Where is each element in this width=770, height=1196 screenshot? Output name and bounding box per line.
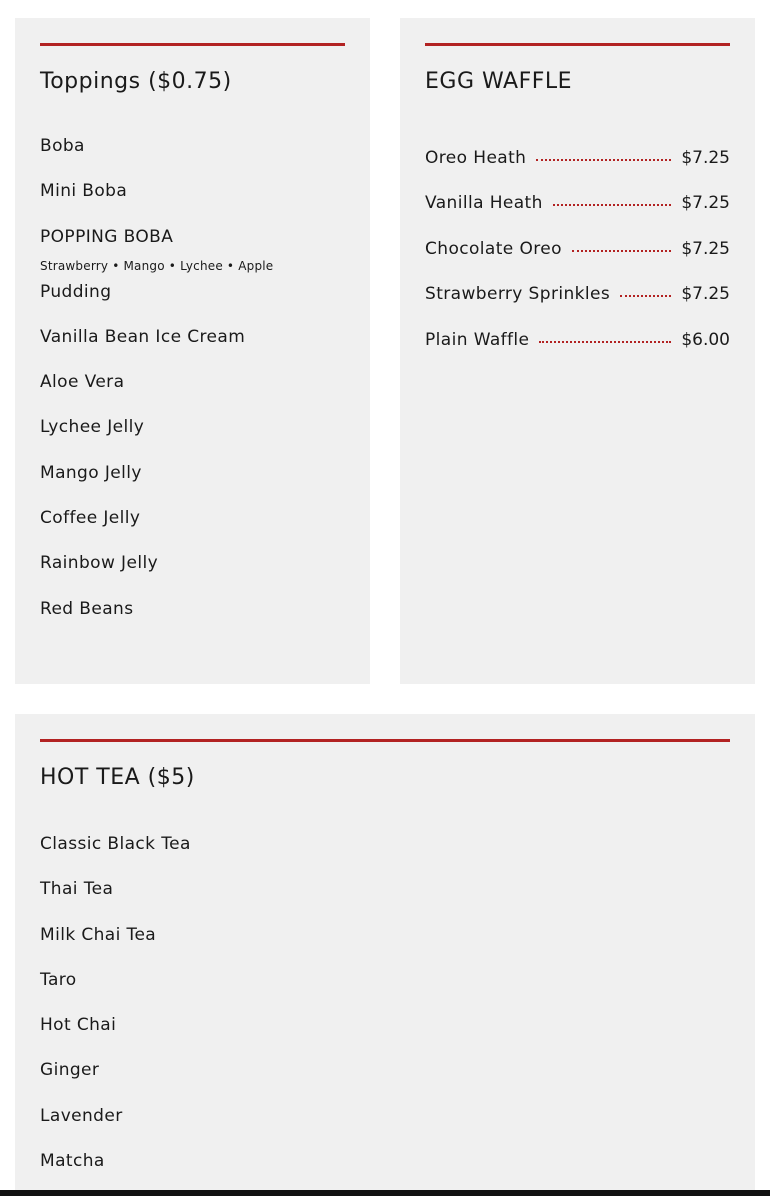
list-item-label: POPPING BOBA [40,226,174,247]
list-item: Boba [40,136,85,156]
menu-row [425,317,730,363]
list-item: Mini Boba [40,181,128,202]
menu-item-price: $7.25 [681,147,730,168]
list-item: Hot Chai [40,1015,117,1036]
toppings-title: Toppings ($0.75) [40,69,232,94]
section-divider [40,43,345,46]
section-divider [40,739,730,742]
list-item: Taro [40,969,77,990]
menu-row [425,181,730,227]
list-item: Lavender [40,1105,123,1126]
list-item: Coffee Jelly [40,508,141,529]
dotted-leader [539,341,671,343]
menu-item-price: $7.25 [681,284,730,305]
toppings-list [40,135,345,643]
list-item: Milk Chai Tea [40,924,157,945]
dotted-leader [620,295,671,297]
hot-tea-card [15,714,755,1196]
list-item: Rainbow Jelly [40,553,159,574]
list-item: Lychee Jelly [40,417,145,438]
menu-item-name: Chocolate Oreo [425,238,562,259]
list-item: Thai Tea [40,879,114,900]
list-item: Pudding [40,281,112,302]
list-item: Aloe Vera [40,372,125,393]
list-item: Vanilla Bean Ice Cream [40,326,246,347]
menu-item-name: Plain Waffle [425,329,530,350]
egg-waffle-card [400,18,755,684]
menu-row [425,135,730,181]
list-item-subtitle: Strawberry • Mango • Lychee • Apple [40,258,274,273]
menu-item-price: $7.25 [681,238,730,259]
menu-row [425,272,730,318]
dotted-leader [536,159,671,161]
dotted-leader [553,204,672,206]
list-item: Classic Black Tea [40,834,191,854]
hot-tea-list [40,833,730,1195]
menu-item-name: Oreo Heath [425,147,527,168]
list-item: Mango Jelly [40,462,142,483]
menu-item-price: $6.00 [681,329,730,350]
list-item: Ginger [40,1060,100,1081]
list-item [40,226,345,251]
toppings-card [15,18,370,684]
egg-waffle-title: EGG WAFFLE [425,69,573,94]
list-item: Red Beans [40,598,134,619]
egg-waffle-list [425,135,730,363]
bottom-edge-bar [0,1190,770,1196]
menu-item-name: Strawberry Sprinkles [425,284,611,305]
list-item: Matcha [40,1151,105,1172]
menu-row [425,226,730,272]
section-divider [425,43,730,46]
menu-item-price: $7.25 [681,193,730,214]
hot-tea-title: HOT TEA ($5) [40,765,195,790]
dotted-leader [572,250,671,252]
menu-item-name: Vanilla Heath [425,193,543,214]
